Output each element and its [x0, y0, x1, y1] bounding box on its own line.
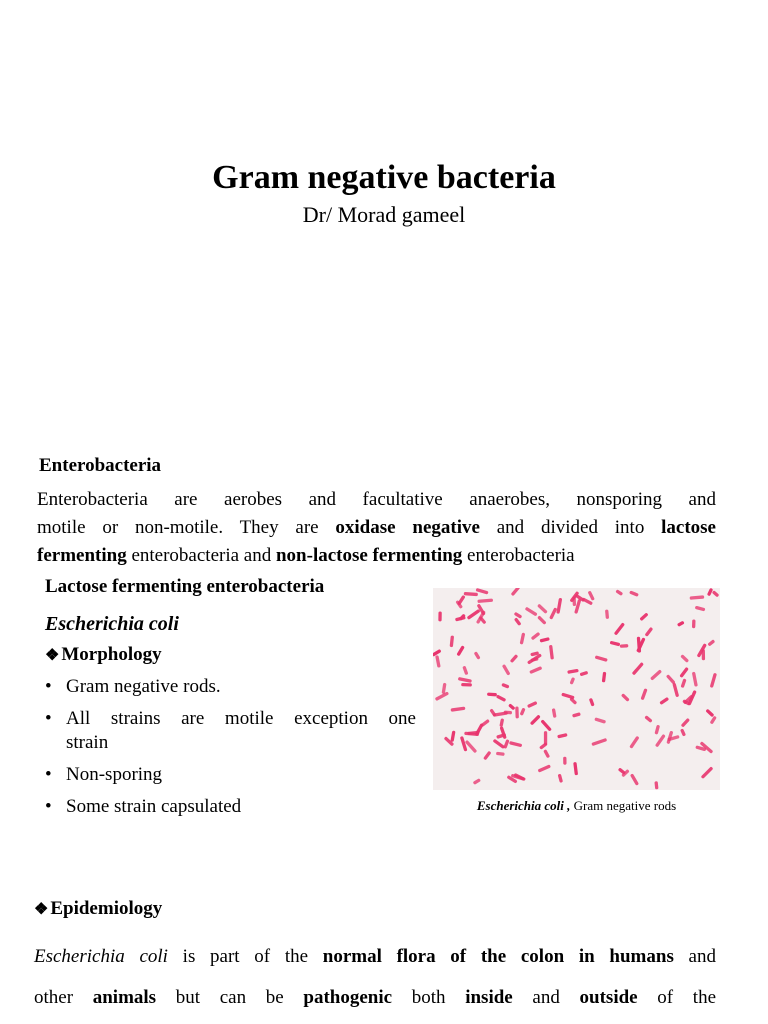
- bacterium-rod: [570, 677, 576, 685]
- bacterium-rod: [654, 781, 658, 789]
- bacterium-rod: [567, 669, 579, 674]
- page-title: Gram negative bacteria: [212, 159, 556, 196]
- bacterium-rod: [474, 651, 481, 660]
- bacterium-rod: [462, 666, 468, 676]
- bacterium-rod: [451, 707, 466, 712]
- bacterium-rod: [639, 612, 648, 621]
- list-item: • All strains are motile exception one: [45, 708, 416, 729]
- bacterium-rod: [543, 749, 550, 758]
- bacterium-rod: [450, 635, 454, 647]
- bacterium-rod: [707, 588, 713, 596]
- bacterium-rod: [710, 716, 717, 725]
- enterobacteria-heading: Enterobacteria: [39, 455, 162, 476]
- bacterium-rod: [483, 751, 491, 761]
- bacterium-rod: [712, 590, 720, 597]
- bacterium-rod: [473, 778, 481, 785]
- organism-name: Escherichia coli: [45, 613, 179, 635]
- paragraph-line: motile or non-motile. They are oxidase negative and divided into lactose: [37, 517, 716, 538]
- bacterium-rod: [515, 706, 519, 718]
- bacterium-rod: [514, 612, 523, 619]
- list-item: • Gram negative rods.: [45, 676, 221, 697]
- paragraph-line: other animals but can be pathogenic both inside and outside of the: [34, 987, 717, 1008]
- bacterium-rod: [520, 632, 526, 644]
- lactose-heading: Lactose fermenting enterobacteria: [45, 576, 325, 597]
- bacterium-rod: [539, 742, 548, 750]
- bacterium-rod: [591, 738, 607, 746]
- bacterium-rod: [563, 757, 566, 765]
- bullet-icon: •: [45, 764, 52, 785]
- list-item: • Non-sporing: [45, 764, 163, 785]
- bacterium-rod: [629, 590, 639, 597]
- bacterium-rod: [530, 714, 541, 725]
- emphasis: lactose: [661, 517, 716, 538]
- bacterium-rod: [672, 683, 679, 698]
- epidemiology-paragraph: [34, 936, 716, 1018]
- bacterium-rod: [605, 609, 609, 619]
- bacterium-rod: [644, 715, 652, 723]
- bacterium-rod: [537, 615, 547, 625]
- bacterium-rod: [502, 664, 511, 676]
- bacterium-rod: [641, 688, 648, 700]
- list-item-continuation: strain: [66, 732, 109, 753]
- bacterium-rod: [650, 669, 662, 680]
- bacterium-rod: [525, 607, 538, 617]
- emphasis: pathogenic: [303, 987, 393, 1008]
- bacterium-rod: [602, 672, 607, 683]
- emphasis: oxidase negative: [335, 517, 480, 538]
- bacterium-rod: [552, 708, 557, 718]
- figure-caption: Escherichia coli , Gram negative rods: [476, 798, 677, 813]
- enterobacteria-paragraph: [37, 486, 716, 570]
- bacterium-rod: [487, 692, 497, 696]
- epidemiology-heading: ❖ Epidemiology: [34, 898, 163, 919]
- bacterium-rod: [707, 639, 715, 646]
- emphasis: normal flora of the colon in humans: [322, 946, 674, 967]
- diamond-bullet-icon: ❖: [34, 901, 49, 918]
- gram-stain-rods-image: [433, 588, 720, 790]
- bacterium-rod: [621, 693, 630, 702]
- bacterium-rod: [556, 598, 562, 614]
- bacterium-rod: [456, 645, 464, 656]
- bacterium-rod: [701, 766, 714, 779]
- bacterium-rod: [654, 725, 660, 735]
- bacterium-rod: [540, 637, 550, 643]
- bacterium-rod: [458, 677, 472, 683]
- emphasis: outside: [579, 987, 638, 1008]
- bacterium-rod: [540, 719, 552, 731]
- bacterium-rod: [510, 654, 519, 663]
- bacterium-rod: [680, 728, 686, 736]
- bacterium-rod: [572, 712, 581, 717]
- bacterium-rod: [645, 627, 654, 637]
- bacterium-rod: [588, 591, 595, 601]
- bacterium-rod: [629, 736, 639, 749]
- paragraph-line: Enterobacteria are aerobes and facultative anaerobes, nonsporing and: [37, 489, 716, 510]
- morphology-list: [45, 675, 416, 827]
- bacterium-rod: [561, 693, 574, 700]
- bacterium-rod: [477, 598, 493, 603]
- bacterium-rod: [659, 697, 669, 705]
- bacterium-rod: [692, 619, 696, 628]
- emphasis: non-lactose fermenting: [275, 545, 463, 566]
- bacterium-rod: [537, 604, 548, 614]
- bacterium-rod: [705, 709, 714, 718]
- bacterium-rod: [681, 678, 687, 688]
- bacterium-rod: [527, 701, 538, 708]
- morphology-heading: ❖ Morphology: [45, 644, 162, 665]
- bacterium-rod: [549, 607, 557, 619]
- paragraph-line: Escherichia coli is part of the normal flora of the colon in humans and: [34, 946, 716, 967]
- bacterium-rod: [435, 655, 441, 668]
- bacterium-rod: [573, 762, 578, 775]
- paragraph-line: fermenting enterobacteria and non-lactose fermenting enterobacteria: [37, 545, 575, 566]
- bacterium-rod: [509, 741, 522, 747]
- bacterium-rod: [549, 645, 554, 660]
- bacterium-rod: [615, 589, 623, 596]
- bacterium-rod: [594, 717, 606, 723]
- bacterium-rod: [558, 774, 563, 783]
- bacterium-rod: [461, 683, 472, 687]
- emphasis: inside: [465, 987, 513, 1008]
- bacterium-rod: [489, 708, 496, 717]
- bacterium-rod: [496, 752, 505, 756]
- bacterium-rod: [493, 739, 506, 749]
- emphasis: animals: [92, 987, 157, 1008]
- bullet-icon: •: [45, 708, 52, 729]
- bacterium-rod: [514, 617, 522, 626]
- bacterium-rod: [580, 671, 589, 677]
- emphasis: fermenting: [37, 545, 127, 566]
- bacterium-rod: [511, 588, 521, 596]
- bacterium-rod: [679, 667, 689, 678]
- bacterium-rod: [695, 606, 706, 612]
- bacterium-rod: [692, 672, 698, 687]
- bacterium-rod: [557, 733, 567, 738]
- bacterium-rod: [538, 764, 551, 772]
- list-item: • Some strain capsulated: [45, 796, 242, 817]
- bacterium-rod: [632, 662, 644, 675]
- bacterium-rod: [677, 621, 685, 627]
- bacterium-rod: [595, 655, 608, 662]
- bacterium-rod: [520, 708, 526, 716]
- bacterium-rod: [450, 730, 455, 742]
- bacterium-rod: [508, 703, 515, 710]
- bacterium-rod: [610, 641, 621, 647]
- bacterium-rod: [438, 611, 441, 621]
- bacterium-rod: [666, 674, 676, 684]
- bacterium-rod: [681, 718, 690, 728]
- bacterium-rod: [710, 673, 717, 688]
- bacterium-rod: [690, 595, 705, 600]
- bacterium-rod: [620, 644, 629, 648]
- bacterium-rod: [499, 718, 504, 727]
- bacterium-rod: [614, 622, 625, 635]
- bullet-icon: •: [45, 676, 52, 697]
- micrograph-image: [433, 588, 720, 790]
- bacterium-rod: [680, 654, 689, 663]
- bacterium-rod: [464, 592, 478, 596]
- diamond-bullet-icon: ❖: [45, 647, 60, 664]
- bullet-icon: •: [45, 796, 52, 817]
- bacterium-rod: [480, 719, 490, 727]
- bacterium-rod: [496, 694, 506, 702]
- bacterium-rod: [465, 740, 478, 753]
- bacterium-rod: [630, 773, 639, 785]
- bacterium-rod: [501, 683, 509, 689]
- author-name: Dr/ Morad gameel: [302, 202, 466, 227]
- bacterium-rod: [655, 734, 666, 748]
- bacterium-rod: [529, 666, 542, 674]
- bacterium-rod: [531, 632, 541, 641]
- bacterium-rod: [589, 698, 595, 707]
